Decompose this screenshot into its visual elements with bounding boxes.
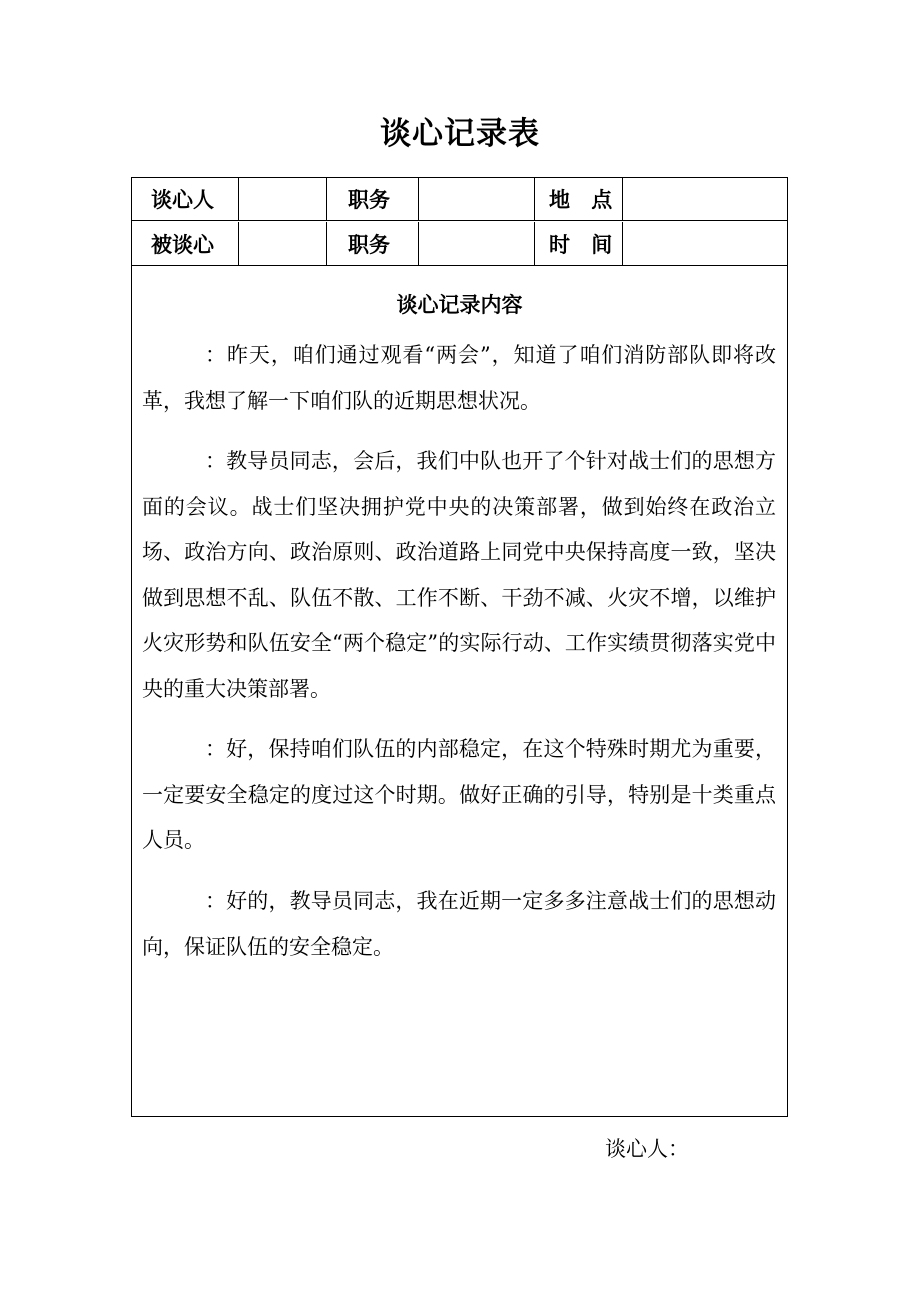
header-row-talker (132, 178, 787, 221)
time-value-cell (623, 222, 787, 265)
page-title: 谈心记录表 (380, 116, 540, 152)
header-row-talkee (132, 222, 787, 266)
talker-label: 谈心人 (132, 178, 239, 220)
time-label: 时 间 (535, 222, 623, 265)
talkee-position-value-cell (419, 222, 535, 265)
record-content-area (132, 266, 787, 1116)
location-label: 地 点 (535, 178, 623, 220)
content-paragraph: ：昨天，咱们通过观看“两会”，知道了咱们消防部队即将改革，我想了解一下咱们队的近期思想状况。 (142, 343, 776, 413)
content-paragraph: ：好的，教导员同志，我在近期一定多多注意战士们的思想动向，保证队伍的安全稳定。 (142, 889, 776, 959)
talkee-position-label: 职务 (327, 222, 419, 265)
talker-position-label: 职务 (327, 178, 419, 220)
content-paragraph: ：教导员同志，会后，我们中队也开了个针对战士们的思想方面的会议。战士们坚决拥护党中央的决策部署，做到始终在政治立场、政治方向、政治原则、政治道路上同党中央保持高度一致，坚决做到思想不乱、队伍不散、工作不断、干劲不减、火灾不增，以维护火灾形势和队伍安全“两个稳定”的实际行动、工作实绩贯彻落实党中央的重大决策部署。 (142, 449, 776, 701)
talkee-value-cell (239, 222, 327, 265)
talkee-label: 被谈心 (132, 222, 239, 265)
location-value-cell (623, 178, 787, 220)
talker-value-cell (239, 178, 327, 220)
talker-position-value-cell (419, 178, 535, 220)
record-table (131, 177, 788, 1117)
content-heading: 谈心记录内容 (396, 292, 523, 317)
content-paragraph: ：好，保持咱们队伍的内部稳定，在这个特殊时期尤为重要，一定要安全稳定的度过这个时期。做好正确的引导，特别是十类重点人员。 (142, 737, 776, 852)
signature-label: 谈心人： (605, 1137, 689, 1161)
